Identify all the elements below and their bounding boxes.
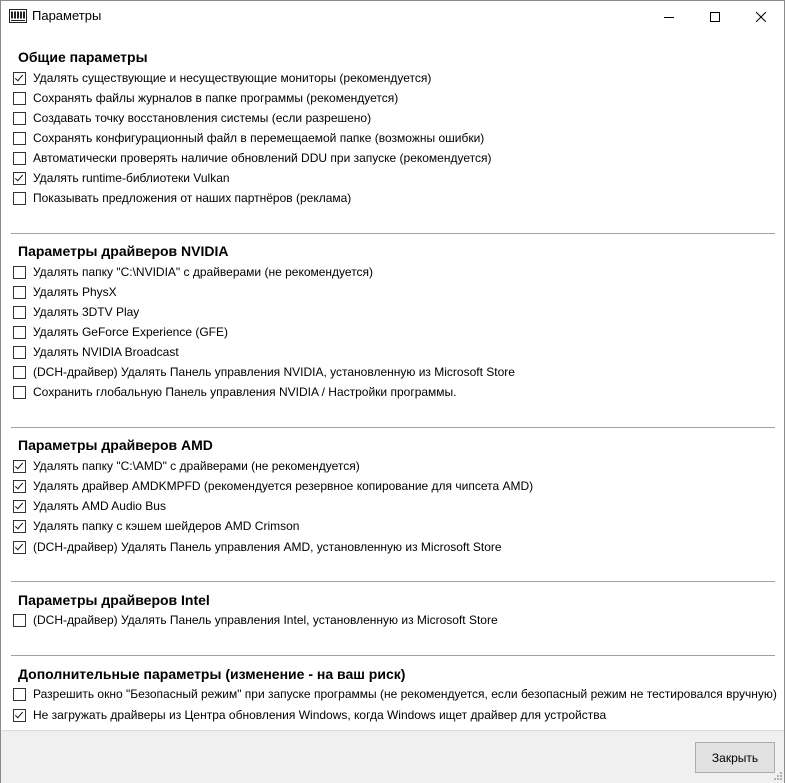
checkbox-restore-point[interactable] <box>13 109 371 127</box>
checkbox-label: Сохранить глобальную Панель управления NVIDIA / Настройки программы. <box>33 385 457 399</box>
checkbox-box[interactable] <box>13 386 26 399</box>
checkbox-box[interactable] <box>13 286 26 299</box>
checkbox-box[interactable] <box>13 152 26 165</box>
checkbox-box[interactable] <box>13 500 26 513</box>
checkbox-label: Удалять папку с кэшем шейдеров AMD Crimson <box>33 519 300 533</box>
checkbox-label: (DCH-драйвер) Удалять Панель управления AMD, установленную из Microsoft Store <box>33 540 502 554</box>
checkbox-delete-gfe[interactable] <box>13 323 228 341</box>
checkbox-box[interactable] <box>13 72 26 85</box>
checkbox-safe-mode-prompt[interactable] <box>13 685 777 703</box>
checkbox-label: Удалять папку "C:\NVIDIA" с драйверами (не рекомендуется) <box>33 265 374 279</box>
checkbox-label: Сохранять файлы журналов в папке программы (рекомендуется) <box>33 91 399 105</box>
checkbox-delete-amdkmpfd[interactable] <box>13 477 533 495</box>
checkbox-box[interactable] <box>13 520 26 533</box>
checkbox-delete-amd-folder[interactable] <box>13 457 360 475</box>
section-title-nvidia: Параметры драйверов NVIDIA <box>18 243 229 259</box>
checkbox-box[interactable] <box>13 366 26 379</box>
checkbox-box[interactable] <box>13 709 26 722</box>
minimize-icon <box>664 12 674 22</box>
checkbox-delete-3dtv[interactable] <box>13 303 139 321</box>
app-icon <box>9 9 27 23</box>
checkbox-partner-offers[interactable] <box>13 189 351 207</box>
checkbox-label: Создавать точку восстановления системы (если разрешено) <box>33 111 372 125</box>
checkbox-label: Удалять 3DTV Play <box>33 305 140 319</box>
checkbox-label: Разрешить окно "Безопасный режим" при запуске программы (не рекомендуется, если безопасный режим не тестировался вручную) <box>33 687 777 701</box>
checkbox-label: Удалять NVIDIA Broadcast <box>33 345 179 359</box>
checkbox-box[interactable] <box>13 112 26 125</box>
checkbox-label: Удалять AMD Audio Bus <box>33 499 166 513</box>
section-divider <box>11 581 775 582</box>
checkbox-delete-nvidia-folder[interactable] <box>13 263 373 281</box>
checkbox-box[interactable] <box>13 132 26 145</box>
checkbox-box[interactable] <box>13 172 26 185</box>
checkbox-box[interactable] <box>13 326 26 339</box>
checkbox-delete-vulkan[interactable] <box>13 169 230 187</box>
checkbox-label: Не загружать драйверы из Центра обновления Windows, когда Windows ищет драйвер для устройства <box>33 708 607 722</box>
window-title: Параметры <box>32 8 102 23</box>
checkbox-box[interactable] <box>13 460 26 473</box>
section-title-advanced: Дополнительные параметры (изменение - на ваш риск) <box>18 666 406 682</box>
checkbox-box[interactable] <box>13 688 26 701</box>
checkbox-block-windows-update-drivers[interactable] <box>13 706 606 724</box>
checkbox-label: Удалять GeForce Experience (GFE) <box>33 325 228 339</box>
close-window-button[interactable] <box>738 1 784 32</box>
checkbox-box[interactable] <box>13 614 26 627</box>
section-divider <box>11 427 775 428</box>
checkbox-box[interactable] <box>13 346 26 359</box>
checkbox-label: (DCH-драйвер) Удалять Панель управления NVIDIA, установленную из Microsoft Store <box>33 365 515 379</box>
close-button[interactable]: Закрыть <box>695 742 775 773</box>
checkbox-delete-amd-audio-bus[interactable] <box>13 497 166 515</box>
checkbox-box[interactable] <box>13 192 26 205</box>
checkbox-label: Показывать предложения от наших партнёров (реклама) <box>33 191 352 205</box>
checkbox-label: Сохранять конфигурационный файл в перемещаемой папке (возможны ошибки) <box>33 131 485 145</box>
maximize-button[interactable] <box>692 1 738 32</box>
close-icon <box>756 12 766 22</box>
checkbox-label: Удалять существующие и несуществующие мониторы (рекомендуется) <box>33 71 432 85</box>
checkbox-box[interactable] <box>13 306 26 319</box>
section-title-intel: Параметры драйверов Intel <box>18 592 210 608</box>
section-title-amd: Параметры драйверов AMD <box>18 437 213 453</box>
section-title-general: Общие параметры <box>18 49 148 65</box>
checkbox-label: Удалять драйвер AMDKMPFD (рекомендуется резервное копирование для чипсета AMD) <box>33 479 534 493</box>
title-bar <box>1 1 784 32</box>
section-divider <box>11 233 775 234</box>
checkbox-box[interactable] <box>13 266 26 279</box>
checkbox-check-updates[interactable] <box>13 149 491 167</box>
checkbox-delete-broadcast[interactable] <box>13 343 179 361</box>
minimize-button[interactable] <box>646 1 692 32</box>
checkbox-delete-monitors[interactable] <box>13 69 431 87</box>
checkbox-label: Удалять папку "C:\AMD" с драйверами (не рекомендуется) <box>33 459 360 473</box>
checkbox-save-logs[interactable] <box>13 89 398 107</box>
checkbox-label: Удалять runtime-библиотеки Vulkan <box>33 171 230 185</box>
checkbox-delete-shader-cache[interactable] <box>13 517 299 535</box>
checkbox-box[interactable] <box>13 541 26 554</box>
checkbox-label: (DCH-драйвер) Удалять Панель управления Intel, установленную из Microsoft Store <box>33 613 498 627</box>
section-divider <box>11 655 775 656</box>
checkbox-label: Удалять PhysX <box>33 285 117 299</box>
dialog-footer <box>1 730 784 783</box>
checkbox-box[interactable] <box>13 92 26 105</box>
checkbox-keep-nvidia-profile[interactable] <box>13 383 457 401</box>
checkbox-delete-nvidia-panel[interactable] <box>13 363 515 381</box>
checkbox-delete-physx[interactable] <box>13 283 117 301</box>
checkbox-label: Автоматически проверять наличие обновлений DDU при запуске (рекомендуется) <box>33 151 492 165</box>
resize-grip-icon[interactable] <box>772 770 782 780</box>
checkbox-delete-amd-panel[interactable] <box>13 538 502 556</box>
checkbox-delete-intel-panel[interactable] <box>13 611 498 629</box>
checkbox-box[interactable] <box>13 480 26 493</box>
maximize-icon <box>710 12 720 22</box>
checkbox-roaming-config[interactable] <box>13 129 484 147</box>
